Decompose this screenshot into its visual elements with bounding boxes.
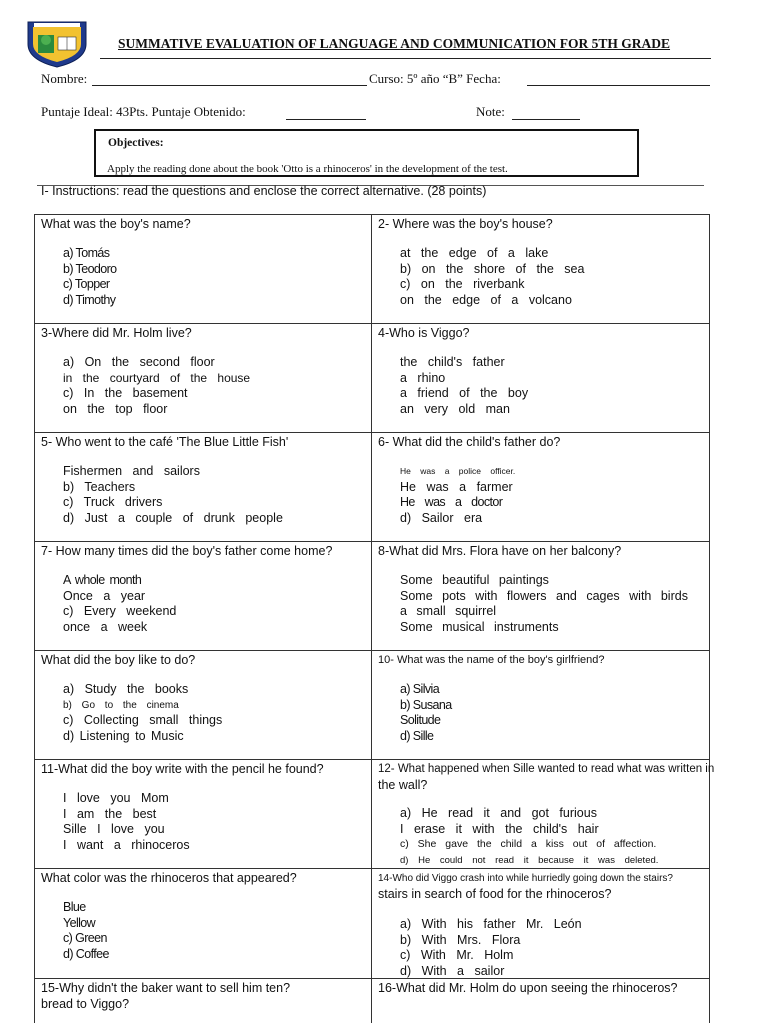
question-15 <box>35 979 372 1023</box>
question-12 <box>372 760 715 868</box>
option[interactable]: c) on the riverbank <box>400 277 525 291</box>
option-list <box>63 682 222 744</box>
objectives-text: Apply the reading done about the book 'Otto is a rhinoceros' in the development of the test. <box>107 163 508 175</box>
question-8 <box>372 542 709 650</box>
option[interactable]: c) Topper <box>63 277 110 291</box>
option[interactable]: Some beautiful paintings <box>400 573 549 587</box>
school-logo <box>24 20 90 68</box>
name-label: Nombre: <box>41 71 88 86</box>
option[interactable]: d) Just a couple of drunk people <box>63 510 283 525</box>
option[interactable]: d) Timothy <box>63 292 116 307</box>
name-field[interactable] <box>92 85 367 86</box>
option[interactable]: b) Go to the cinema <box>63 699 179 711</box>
instructions-text: I- Instructions: read the questions and enclose the correct alternative. (28 points) <box>41 184 487 198</box>
option[interactable]: once a week <box>63 619 148 634</box>
option-list <box>400 917 582 979</box>
option[interactable]: d) He could not read it because it was deleted. <box>400 854 659 866</box>
question-9 <box>35 651 372 759</box>
question-text-line: bread to Viggo? <box>41 996 130 1011</box>
option[interactable]: c) Collecting small things <box>63 713 223 727</box>
option-list <box>400 246 584 308</box>
option[interactable]: on the edge of a volcano <box>400 292 572 307</box>
option[interactable]: d) Sailor era <box>400 510 483 525</box>
question-text: 8-What did Mrs. Flora have on her balcony? <box>378 544 622 558</box>
note-field[interactable] <box>512 119 580 120</box>
title-divider <box>100 58 711 59</box>
option-list <box>63 464 283 526</box>
option[interactable]: b) on the shore of the sea <box>400 261 585 276</box>
question-7 <box>35 542 372 650</box>
option-list <box>63 791 190 853</box>
question-row <box>35 542 709 651</box>
option-list <box>400 355 528 417</box>
page-title: SUMMATIVE EVALUATION OF LANGUAGE AND COMMUNICATION FOR 5TH GRADE <box>118 36 671 51</box>
option[interactable]: a small squirrel <box>400 604 497 618</box>
option[interactable]: Yellow <box>63 915 96 930</box>
option[interactable]: a) Tomás <box>63 246 110 260</box>
question-row <box>35 979 709 1023</box>
question-5 <box>35 433 372 541</box>
question-text <box>378 762 714 793</box>
option[interactable]: b) Teachers <box>63 479 136 494</box>
option-list <box>400 464 515 526</box>
option[interactable]: c) With Mr. Holm <box>400 948 514 962</box>
option[interactable]: He was a farmer <box>400 479 513 494</box>
option[interactable]: d) Sille <box>400 728 434 743</box>
question-text-line: 12- What happened when Sille wanted to read what was written in <box>378 763 715 775</box>
question-text: 7- How many times did the boy's father come home? <box>41 544 333 558</box>
option-list <box>63 355 250 417</box>
question-11 <box>35 760 372 868</box>
option[interactable]: b) With Mrs. Flora <box>400 932 521 947</box>
option[interactable]: I am the best <box>63 806 157 821</box>
option[interactable]: Sille I love you <box>63 822 165 836</box>
option[interactable]: c) Every weekend <box>63 604 177 618</box>
option[interactable]: c) Green <box>63 931 107 945</box>
option[interactable]: c) Truck drivers <box>63 495 163 509</box>
question-text: 3-Where did Mr. Holm live? <box>41 326 192 340</box>
option[interactable]: Fishermen and sailors <box>63 464 200 478</box>
option[interactable]: I love you Mom <box>63 791 169 805</box>
option[interactable]: b) Teodoro <box>63 261 117 276</box>
option[interactable]: I erase it with the child's hair <box>400 821 599 836</box>
question-text: 6- What did the child's father do? <box>378 435 561 449</box>
option[interactable]: b) Susana <box>400 697 452 712</box>
option[interactable]: c) She gave the child a kiss out of affection. <box>400 838 657 850</box>
option[interactable]: c) In the basement <box>63 386 188 400</box>
option[interactable]: d) Listening to Music <box>63 728 184 743</box>
option-list <box>400 573 688 635</box>
option-list <box>400 682 452 744</box>
option[interactable]: He was a doctor <box>400 495 503 509</box>
option[interactable]: d) With a sailor <box>400 963 505 978</box>
question-text-line: stairs in search of food for the rhinoceros? <box>378 886 612 901</box>
question-13 <box>35 869 372 978</box>
option[interactable]: Some pots with flowers and cages with birds <box>400 588 688 603</box>
question-6 <box>372 433 709 541</box>
objectives-box <box>94 129 639 177</box>
question-row <box>35 760 715 869</box>
option-list <box>63 900 109 962</box>
score-label: Puntaje Ideal: 43Pts. Puntaje Obtenido: <box>41 104 246 119</box>
question-16 <box>372 979 709 1023</box>
question-text-line: the wall? <box>378 777 428 792</box>
question-10 <box>372 651 709 759</box>
question-row <box>35 215 709 324</box>
option[interactable]: a) With his father Mr. León <box>400 917 582 931</box>
question-text: 11-What did the boy write with the pencil he found? <box>41 762 324 776</box>
option[interactable]: I want a rhinoceros <box>63 837 190 852</box>
question-text: 16-What did Mr. Holm do upon seeing the rhinoceros? <box>378 981 678 995</box>
note-label: Note: <box>476 104 505 119</box>
question-text <box>378 871 673 902</box>
option[interactable]: a) On the second floor <box>63 355 215 369</box>
question-2 <box>372 215 709 323</box>
question-text: 4-Who is Viggo? <box>378 326 470 340</box>
question-text-line: 14-Who did Viggo crash into while hurriedly going down the stairs? <box>378 873 673 884</box>
question-text-line: 15-Why didn't the baker want to sell him ten? <box>41 981 291 995</box>
option[interactable]: at the edge of a lake <box>400 246 549 260</box>
question-row <box>35 324 709 433</box>
option[interactable]: Once a year <box>63 588 146 603</box>
option[interactable]: Solitude <box>400 713 441 727</box>
question-text: 5- Who went to the café 'The Blue Little Fish' <box>41 435 289 449</box>
objectives-heading: Objectives: <box>108 137 164 149</box>
question-text: 2- Where was the boy's house? <box>378 217 553 231</box>
option[interactable]: d) Coffee <box>63 946 109 961</box>
question-row <box>35 433 709 542</box>
question-1 <box>35 215 372 323</box>
question-text: What did the boy like to do? <box>41 653 196 667</box>
question-grid <box>34 214 715 1023</box>
option-list <box>63 246 117 308</box>
score-field[interactable] <box>286 119 366 120</box>
question-text: What was the boy's name? <box>41 217 191 231</box>
option[interactable]: a) Silvia <box>400 682 440 696</box>
option[interactable]: He was a police officer. <box>400 466 516 476</box>
option[interactable]: a) Study the books <box>63 682 189 696</box>
option[interactable]: a) He read it and got furious <box>400 806 597 820</box>
option[interactable]: a friend of the boy <box>400 386 529 400</box>
option[interactable]: an very old man <box>400 401 510 416</box>
question-4 <box>372 324 709 432</box>
option[interactable]: on the top floor <box>63 401 168 416</box>
question-row <box>35 869 709 979</box>
option[interactable]: a rhino <box>400 370 446 385</box>
option[interactable]: the child's father <box>400 355 505 369</box>
question-text <box>41 981 290 1012</box>
question-text: 10- What was the name of the boy's girlfriend? <box>378 654 605 666</box>
date-field[interactable] <box>527 85 710 86</box>
option[interactable]: in the courtyard of the house <box>63 370 251 385</box>
option[interactable]: Blue <box>63 900 86 914</box>
course-date-label: Curso: 5º año “B” Fecha: <box>369 71 501 86</box>
option[interactable]: Some musical instruments <box>400 619 559 634</box>
option-list <box>63 573 176 635</box>
question-14 <box>372 869 709 978</box>
option[interactable]: A whole month <box>63 573 142 587</box>
option-list <box>400 806 658 868</box>
question-row <box>35 651 709 760</box>
question-text: What color was the rhinoceros that appeared? <box>41 871 297 885</box>
question-3 <box>35 324 372 432</box>
